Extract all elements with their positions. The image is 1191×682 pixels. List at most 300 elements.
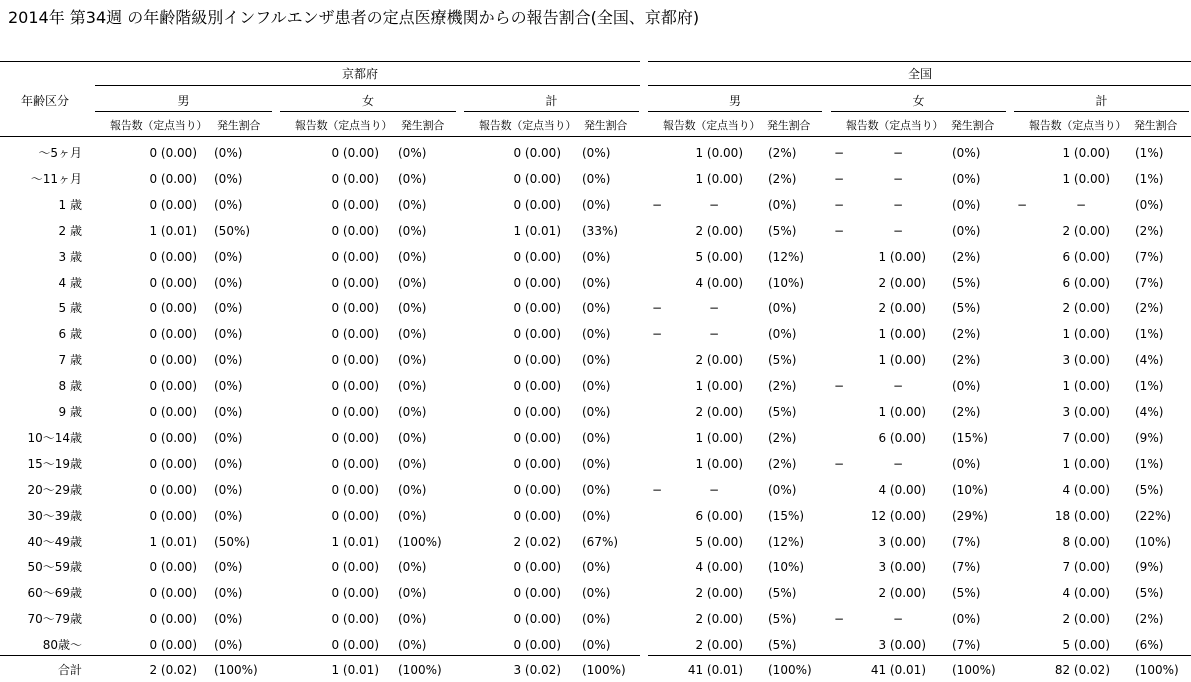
ratio-cell: (2%) xyxy=(768,171,797,186)
report-cell: 0 (0.00) xyxy=(149,171,197,186)
ratio-cell: (5%) xyxy=(768,223,797,238)
ratio-cell: (67%) xyxy=(582,534,619,549)
rule-gender-5 xyxy=(1014,111,1189,112)
ratio-cell: (0%) xyxy=(582,301,611,316)
report-cell: 4 (0.00) xyxy=(1062,586,1110,601)
ratio-cell: (4%) xyxy=(1135,405,1164,419)
report-cell: 41 (0.01) xyxy=(870,663,926,677)
ratio-cell: (100%) xyxy=(1135,663,1179,677)
report-cell: 0 (0.00) xyxy=(513,146,561,160)
ratio-cell: (0%) xyxy=(398,301,427,316)
report-cell: 1 (0.00) xyxy=(695,171,743,186)
subheader-ratio: 発生割合 xyxy=(767,119,811,132)
report-cell: 6 (0.00) xyxy=(695,508,743,523)
subheader-ratio: 発生割合 xyxy=(584,119,628,132)
ratio-cell: (6%) xyxy=(1135,638,1164,653)
report-cell: 4 (0.00) xyxy=(695,560,743,575)
ratio-cell: (0%) xyxy=(952,146,981,160)
rule-header-bottom xyxy=(0,136,1191,137)
ratio-cell: (2%) xyxy=(1135,223,1164,238)
report-cell: 12 (0.00) xyxy=(870,508,926,523)
report-cell: 0 (0.00) xyxy=(149,612,197,627)
report-cell: 0 (0.00) xyxy=(513,430,561,445)
ratio-cell: (0%) xyxy=(582,379,611,394)
report-cell: 4 (0.00) xyxy=(1062,482,1110,497)
report-cell: 3 (0.00) xyxy=(878,534,926,549)
ratio-cell: (0%) xyxy=(214,456,243,471)
report-cell: 1 (0.01) xyxy=(331,663,379,677)
age-label: 70〜79歳 xyxy=(27,612,82,627)
age-label: 〜5ヶ月 xyxy=(38,146,82,160)
report-cell: 0 (0.00) xyxy=(331,456,379,471)
report-cell: 3 (0.00) xyxy=(1062,353,1110,368)
ratio-cell: (0%) xyxy=(214,301,243,316)
report-cell: 0 (0.00) xyxy=(149,405,197,419)
report-cell: 6 (0.00) xyxy=(1062,249,1110,264)
report-cell: 1 (0.00) xyxy=(695,379,743,394)
rule-gender-3 xyxy=(648,111,822,112)
ratio-cell: (0%) xyxy=(768,327,797,342)
rule-top-national xyxy=(648,61,1191,62)
report-cell: 0 (0.00) xyxy=(149,638,197,653)
ratio-cell: (0%) xyxy=(398,249,427,264)
age-label: 80歳〜 xyxy=(42,638,82,653)
dash-cell: − xyxy=(709,197,720,212)
dash-cell: − xyxy=(834,456,845,471)
dash-cell: − xyxy=(834,197,845,212)
age-label: 60〜69歳 xyxy=(27,586,82,601)
ratio-cell: (100%) xyxy=(582,663,626,677)
report-cell: 1 (0.00) xyxy=(878,327,926,342)
report-cell: 0 (0.00) xyxy=(513,482,561,497)
ratio-cell: (0%) xyxy=(398,275,427,290)
ratio-cell: (0%) xyxy=(214,430,243,445)
report-cell: 2 (0.00) xyxy=(695,353,743,368)
ratio-cell: (0%) xyxy=(768,301,797,316)
report-cell: 2 (0.00) xyxy=(1062,301,1110,316)
gender-header-male: 男 xyxy=(177,94,190,108)
ratio-cell: (22%) xyxy=(1135,508,1172,523)
rule-gender-2 xyxy=(464,111,639,112)
report-cell: 0 (0.00) xyxy=(149,353,197,368)
dash-cell: − xyxy=(1076,197,1087,212)
ratio-cell: (5%) xyxy=(768,353,797,368)
ratio-cell: (0%) xyxy=(398,612,427,627)
report-cell: 1 (0.00) xyxy=(878,353,926,368)
report-cell: 0 (0.00) xyxy=(331,327,379,342)
dash-cell: − xyxy=(709,301,720,316)
ratio-cell: (0%) xyxy=(768,197,797,212)
report-cell: 2 (0.00) xyxy=(1062,223,1110,238)
ratio-cell: (10%) xyxy=(952,482,989,497)
ratio-cell: (0%) xyxy=(952,456,981,471)
age-label: 7 歳 xyxy=(58,353,82,368)
report-cell: 1 (0.01) xyxy=(331,534,379,549)
report-cell: 3 (0.00) xyxy=(1062,405,1110,419)
report-cell: 2 (0.00) xyxy=(878,301,926,316)
report-cell: 0 (0.00) xyxy=(149,301,197,316)
report-cell: 0 (0.00) xyxy=(513,171,561,186)
ratio-cell: (0%) xyxy=(952,171,981,186)
report-cell: 2 (0.00) xyxy=(695,405,743,419)
ratio-cell: (2%) xyxy=(1135,612,1164,627)
ratio-cell: (0%) xyxy=(398,560,427,575)
ratio-cell: (0%) xyxy=(582,612,611,627)
ratio-cell: (7%) xyxy=(952,560,981,575)
ratio-cell: (0%) xyxy=(398,430,427,445)
ratio-cell: (12%) xyxy=(768,249,805,264)
ratio-cell: (5%) xyxy=(952,301,981,316)
ratio-cell: (0%) xyxy=(398,586,427,601)
ratio-cell: (100%) xyxy=(768,663,812,677)
dash-cell: − xyxy=(834,146,845,160)
subheader-ratio: 発生割合 xyxy=(1134,119,1178,132)
dash-cell: − xyxy=(893,146,904,160)
ratio-cell: (0%) xyxy=(214,275,243,290)
ratio-cell: (100%) xyxy=(952,663,996,677)
subheader-ratio: 発生割合 xyxy=(401,119,445,132)
ratio-cell: (0%) xyxy=(398,171,427,186)
ratio-cell: (50%) xyxy=(214,534,251,549)
report-cell: 0 (0.00) xyxy=(149,456,197,471)
subheader-reports: 報告数（定点当り） xyxy=(846,119,944,132)
ratio-cell: (2%) xyxy=(768,430,797,445)
ratio-cell: (2%) xyxy=(1135,301,1164,316)
ratio-cell: (0%) xyxy=(398,405,427,419)
ratio-cell: (0%) xyxy=(214,612,243,627)
ratio-cell: (5%) xyxy=(768,586,797,601)
age-label: 15〜19歳 xyxy=(27,456,82,471)
subheader-reports: 報告数（定点当り） xyxy=(479,119,577,132)
ratio-cell: (1%) xyxy=(1135,456,1164,471)
report-cell: 4 (0.00) xyxy=(695,275,743,290)
report-cell: 82 (0.02) xyxy=(1054,663,1110,677)
report-cell: 2 (0.00) xyxy=(695,612,743,627)
age-label: 3 歳 xyxy=(58,249,82,264)
age-label: 8 歳 xyxy=(58,379,82,394)
report-cell: 0 (0.00) xyxy=(331,612,379,627)
age-label: 〜11ヶ月 xyxy=(30,171,82,186)
rule-gender-1 xyxy=(280,111,456,112)
ratio-cell: (10%) xyxy=(768,560,805,575)
report-cell: 0 (0.00) xyxy=(331,249,379,264)
report-cell: 1 (0.01) xyxy=(149,223,197,238)
ratio-cell: (2%) xyxy=(768,379,797,394)
ratio-cell: (0%) xyxy=(398,482,427,497)
ratio-cell: (0%) xyxy=(398,456,427,471)
report-cell: 6 (0.00) xyxy=(1062,275,1110,290)
report-cell: 3 (0.02) xyxy=(513,663,561,677)
report-cell: 0 (0.00) xyxy=(331,586,379,601)
report-cell: 41 (0.01) xyxy=(687,663,743,677)
ratio-cell: (0%) xyxy=(582,482,611,497)
ratio-cell: (0%) xyxy=(214,171,243,186)
ratio-cell: (7%) xyxy=(952,534,981,549)
age-label: 1 歳 xyxy=(58,197,82,212)
report-cell: 2 (0.00) xyxy=(695,638,743,653)
ratio-cell: (0%) xyxy=(582,456,611,471)
ratio-cell: (0%) xyxy=(214,197,243,212)
report-cell: 0 (0.00) xyxy=(331,638,379,653)
report-cell: 3 (0.00) xyxy=(878,560,926,575)
ratio-cell: (12%) xyxy=(768,534,805,549)
ratio-cell: (0%) xyxy=(952,379,981,394)
rule-top-kyoto xyxy=(0,61,640,62)
ratio-cell: (0%) xyxy=(214,638,243,653)
subheader-reports: 報告数（定点当り） xyxy=(1029,119,1127,132)
ratio-cell: (0%) xyxy=(214,586,243,601)
report-cell: 0 (0.00) xyxy=(149,430,197,445)
rule-gender-4 xyxy=(831,111,1006,112)
ratio-cell: (5%) xyxy=(952,586,981,601)
report-cell: 2 (0.00) xyxy=(695,223,743,238)
report-cell: 0 (0.00) xyxy=(513,327,561,342)
ratio-cell: (5%) xyxy=(768,405,797,419)
ratio-cell: (0%) xyxy=(398,379,427,394)
ratio-cell: (0%) xyxy=(582,430,611,445)
report-cell: 0 (0.00) xyxy=(331,171,379,186)
report-cell: 0 (0.00) xyxy=(513,508,561,523)
ratio-cell: (0%) xyxy=(398,223,427,238)
report-cell: 2 (0.00) xyxy=(878,275,926,290)
age-label: 9 歳 xyxy=(58,405,82,419)
report-cell: 1 (0.00) xyxy=(1062,456,1110,471)
report-cell: 2 (0.02) xyxy=(513,534,561,549)
ratio-cell: (5%) xyxy=(952,275,981,290)
ratio-cell: (9%) xyxy=(1135,560,1164,575)
gender-header-female: 女 xyxy=(912,94,925,108)
ratio-cell: (0%) xyxy=(1135,197,1164,212)
ratio-cell: (2%) xyxy=(768,456,797,471)
ratio-cell: (1%) xyxy=(1135,379,1164,394)
ratio-cell: (0%) xyxy=(582,405,611,419)
report-cell: 7 (0.00) xyxy=(1062,560,1110,575)
age-label: 50〜59歳 xyxy=(27,560,82,575)
ratio-cell: (33%) xyxy=(582,223,619,238)
ratio-cell: (5%) xyxy=(768,638,797,653)
ratio-cell: (0%) xyxy=(582,197,611,212)
ratio-cell: (0%) xyxy=(214,560,243,575)
ratio-cell: (0%) xyxy=(214,249,243,264)
report-cell: 0 (0.00) xyxy=(331,508,379,523)
ratio-cell: (0%) xyxy=(582,146,611,160)
gender-header-female: 女 xyxy=(361,94,374,108)
ratio-cell: (0%) xyxy=(214,405,243,419)
ratio-cell: (15%) xyxy=(952,430,989,445)
ratio-cell: (0%) xyxy=(214,482,243,497)
report-cell: 0 (0.00) xyxy=(149,560,197,575)
report-cell: 0 (0.00) xyxy=(331,353,379,368)
report-cell: 0 (0.00) xyxy=(331,275,379,290)
age-label: 5 歳 xyxy=(58,301,82,316)
ratio-cell: (10%) xyxy=(1135,534,1172,549)
ratio-cell: (0%) xyxy=(214,327,243,342)
age-label: 2 歳 xyxy=(58,223,82,238)
ratio-cell: (50%) xyxy=(214,223,251,238)
ratio-cell: (0%) xyxy=(214,146,243,160)
rule-region-national xyxy=(648,85,1191,86)
subheader-ratio: 発生割合 xyxy=(951,119,995,132)
ratio-cell: (0%) xyxy=(398,327,427,342)
report-cell: 0 (0.00) xyxy=(331,405,379,419)
ratio-cell: (100%) xyxy=(214,663,258,677)
ratio-cell: (1%) xyxy=(1135,171,1164,186)
report-cell: 1 (0.00) xyxy=(878,405,926,419)
rule-total-kyoto xyxy=(0,655,640,656)
ratio-cell: (0%) xyxy=(398,197,427,212)
ratio-cell: (0%) xyxy=(582,560,611,575)
ratio-cell: (7%) xyxy=(952,638,981,653)
ratio-cell: (0%) xyxy=(952,612,981,627)
dash-cell: − xyxy=(893,612,904,627)
dash-cell: − xyxy=(834,612,845,627)
report-cell: 0 (0.00) xyxy=(149,508,197,523)
ratio-cell: (0%) xyxy=(582,249,611,264)
rule-gender-0 xyxy=(95,111,272,112)
subheader-ratio: 発生割合 xyxy=(217,119,261,132)
report-cell: 0 (0.00) xyxy=(149,586,197,601)
report-cell: 0 (0.00) xyxy=(331,430,379,445)
dash-cell: − xyxy=(652,197,663,212)
age-label: 10〜14歳 xyxy=(27,430,82,445)
ratio-cell: (7%) xyxy=(1135,249,1164,264)
report-cell: 2 (0.00) xyxy=(878,586,926,601)
page-title: 2014年 第34週 の年齢階級別インフルエンザ患者の定点医療機関からの報告割合(全国、京都府) xyxy=(8,8,700,27)
report-cell: 0 (0.00) xyxy=(331,223,379,238)
ratio-cell: (7%) xyxy=(1135,275,1164,290)
report-cell: 0 (0.00) xyxy=(513,197,561,212)
report-cell: 1 (0.00) xyxy=(695,430,743,445)
report-cell: 1 (0.00) xyxy=(1062,379,1110,394)
ratio-cell: (5%) xyxy=(768,612,797,627)
age-label: 6 歳 xyxy=(58,327,82,342)
ratio-cell: (5%) xyxy=(1135,482,1164,497)
report-cell: 1 (0.00) xyxy=(695,146,743,160)
report-cell: 0 (0.00) xyxy=(513,560,561,575)
report-cell: 1 (0.01) xyxy=(149,534,197,549)
report-cell: 0 (0.00) xyxy=(513,456,561,471)
ratio-cell: (1%) xyxy=(1135,327,1164,342)
dash-cell: − xyxy=(893,223,904,238)
gender-header-male: 男 xyxy=(728,94,741,108)
report-cell: 0 (0.00) xyxy=(513,586,561,601)
ratio-cell: (2%) xyxy=(952,405,981,419)
ratio-cell: (2%) xyxy=(952,249,981,264)
ratio-cell: (0%) xyxy=(398,146,427,160)
report-cell: 0 (0.00) xyxy=(149,482,197,497)
report-cell: 0 (0.00) xyxy=(513,379,561,394)
report-cell: 0 (0.00) xyxy=(149,249,197,264)
report-cell: 6 (0.00) xyxy=(878,430,926,445)
dash-cell: − xyxy=(652,482,663,497)
report-cell: 0 (0.00) xyxy=(331,482,379,497)
ratio-cell: (0%) xyxy=(582,508,611,523)
report-cell: 0 (0.00) xyxy=(513,353,561,368)
report-cell: 3 (0.00) xyxy=(878,638,926,653)
dash-cell: − xyxy=(893,379,904,394)
ratio-cell: (15%) xyxy=(768,508,805,523)
report-cell: 0 (0.00) xyxy=(149,379,197,394)
dash-cell: − xyxy=(652,327,663,342)
ratio-cell: (29%) xyxy=(952,508,989,523)
report-cell: 0 (0.00) xyxy=(513,275,561,290)
report-cell: 0 (0.00) xyxy=(331,301,379,316)
ratio-cell: (2%) xyxy=(768,146,797,160)
ratio-cell: (0%) xyxy=(582,638,611,653)
ratio-cell: (4%) xyxy=(1135,353,1164,368)
rule-region-kyoto xyxy=(95,85,640,86)
report-cell: 1 (0.00) xyxy=(695,456,743,471)
report-cell: 0 (0.00) xyxy=(149,327,197,342)
ratio-cell: (2%) xyxy=(952,327,981,342)
report-cell: 2 (0.00) xyxy=(1062,612,1110,627)
dash-cell: − xyxy=(893,171,904,186)
dash-cell: − xyxy=(652,301,663,316)
ratio-cell: (0%) xyxy=(582,171,611,186)
report-cell: 0 (0.00) xyxy=(513,405,561,419)
report-cell: 1 (0.01) xyxy=(513,223,561,238)
ratio-cell: (0%) xyxy=(214,379,243,394)
ratio-cell: (0%) xyxy=(214,353,243,368)
report-cell: 0 (0.00) xyxy=(149,197,197,212)
dash-cell: − xyxy=(834,379,845,394)
report-cell: 1 (0.00) xyxy=(1062,327,1110,342)
ratio-cell: (10%) xyxy=(768,275,805,290)
ratio-cell: (0%) xyxy=(214,508,243,523)
dash-cell: − xyxy=(709,327,720,342)
ratio-cell: (0%) xyxy=(952,197,981,212)
dash-cell: − xyxy=(834,171,845,186)
dash-cell: − xyxy=(893,456,904,471)
report-cell: 7 (0.00) xyxy=(1062,430,1110,445)
report-cell: 0 (0.00) xyxy=(149,146,197,160)
report-cell: 8 (0.00) xyxy=(1062,534,1110,549)
report-cell: 2 (0.02) xyxy=(149,663,197,677)
ratio-cell: (0%) xyxy=(582,353,611,368)
report-cell: 1 (0.00) xyxy=(1062,171,1110,186)
total-label: 合計 xyxy=(57,663,82,677)
ratio-cell: (1%) xyxy=(1135,146,1164,160)
ratio-cell: (0%) xyxy=(582,327,611,342)
gender-header-total: 計 xyxy=(545,94,558,108)
report-cell: 1 (0.00) xyxy=(1062,146,1110,160)
ratio-cell: (9%) xyxy=(1135,430,1164,445)
report-cell: 0 (0.00) xyxy=(331,146,379,160)
ratio-cell: (0%) xyxy=(582,275,611,290)
subheader-reports: 報告数（定点当り） xyxy=(110,119,208,132)
report-cell: 0 (0.00) xyxy=(149,275,197,290)
ratio-cell: (0%) xyxy=(398,508,427,523)
ratio-cell: (0%) xyxy=(398,638,427,653)
subheader-reports: 報告数（定点当り） xyxy=(295,119,393,132)
age-label: 40〜49歳 xyxy=(27,534,82,549)
ratio-cell: (0%) xyxy=(582,586,611,601)
ratio-cell: (100%) xyxy=(398,534,442,549)
report-cell: 0 (0.00) xyxy=(331,379,379,394)
age-label: 20〜29歳 xyxy=(27,482,82,497)
region-header-national: 全国 xyxy=(907,67,932,81)
ratio-cell: (2%) xyxy=(952,353,981,368)
ratio-cell: (0%) xyxy=(398,353,427,368)
age-label: 4 歳 xyxy=(58,275,82,290)
ratio-cell: (0%) xyxy=(952,223,981,238)
report-cell: 2 (0.00) xyxy=(695,586,743,601)
dash-cell: − xyxy=(1017,197,1028,212)
report-cell: 4 (0.00) xyxy=(878,482,926,497)
region-header-kyoto: 京都府 xyxy=(341,67,378,81)
report-cell: 1 (0.00) xyxy=(878,249,926,264)
report-cell: 0 (0.00) xyxy=(331,560,379,575)
